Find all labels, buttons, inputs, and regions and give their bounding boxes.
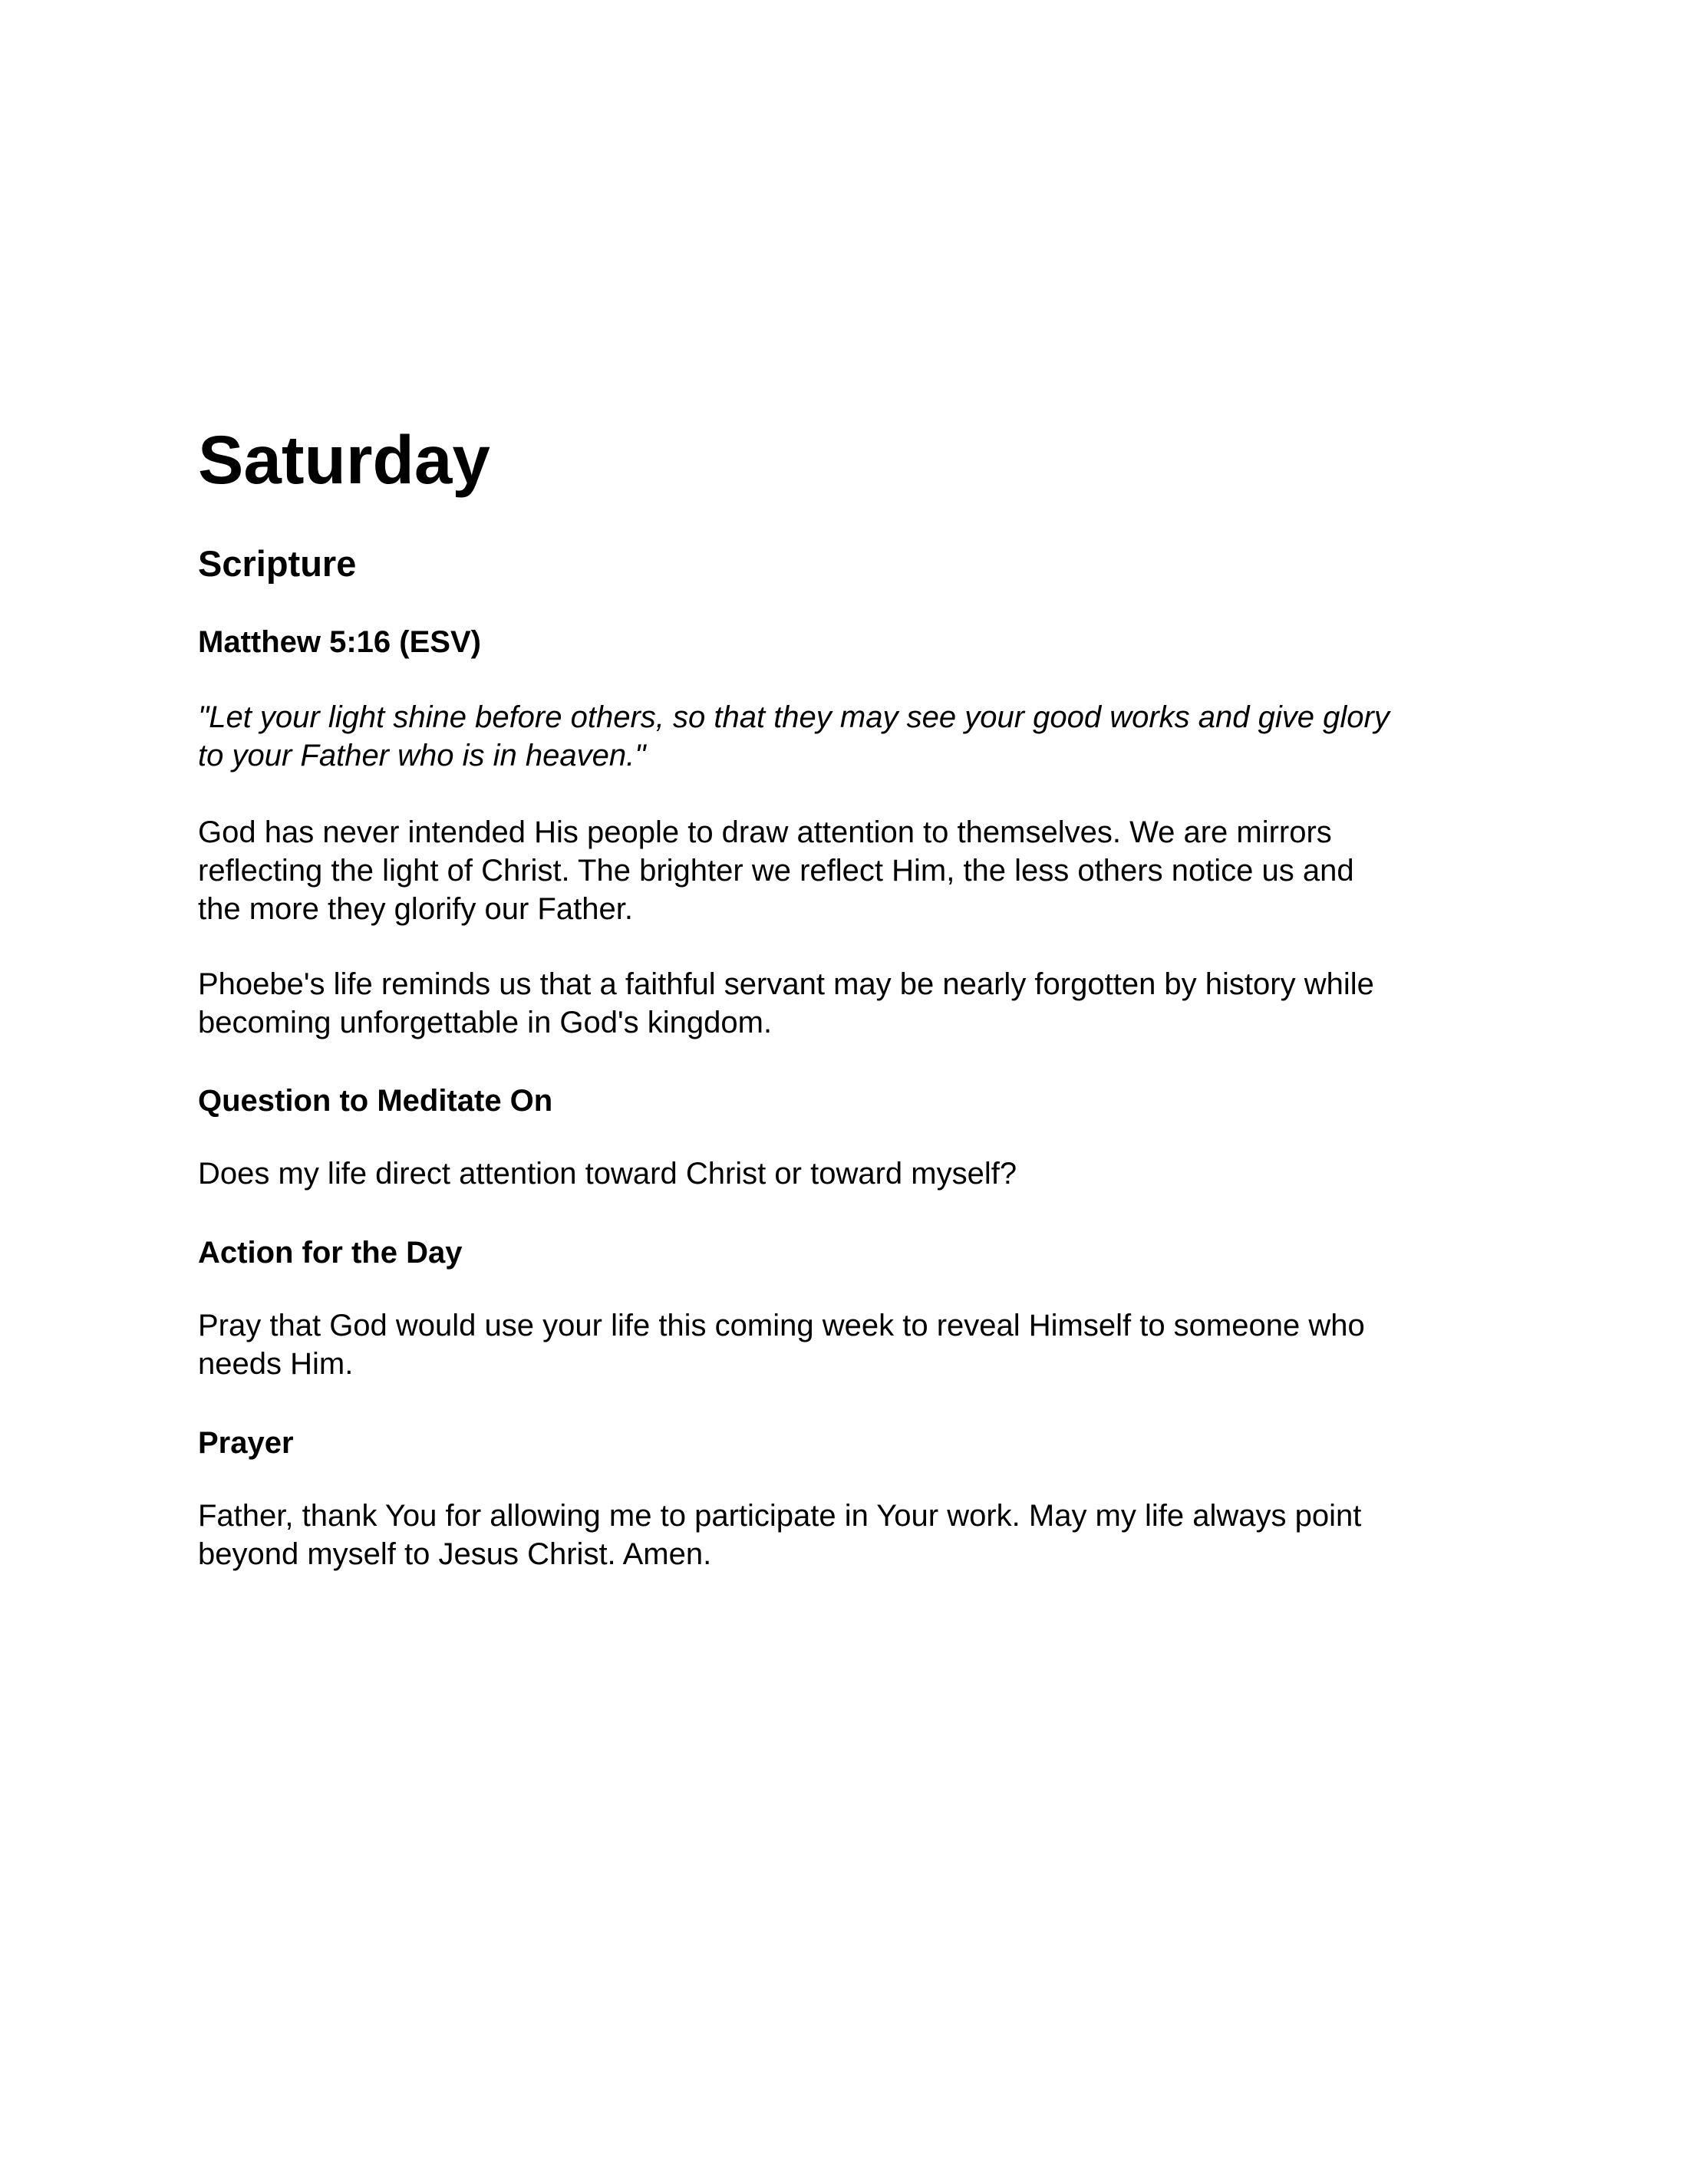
action-paragraph (198, 1306, 1502, 1383)
prayer-line: beyond myself to Jesus Christ. Amen. (198, 1537, 712, 1571)
reflection-line: the more they glorify our Father. (198, 892, 633, 926)
prayer-heading: Prayer (198, 1426, 294, 1460)
page-title: Saturday (198, 421, 490, 498)
action-line: Pray that God would use your life this coming week to reveal Himself to someone who (198, 1309, 1365, 1342)
prayer-paragraph (198, 1497, 1502, 1573)
prayer-line: Father, thank You for allowing me to participate in Your work. May my life always point (198, 1499, 1362, 1533)
question-heading: Question to Meditate On (198, 1084, 553, 1118)
verse-line: "Let your light shine before others, so that they may see your good works and give glory (198, 700, 1390, 734)
reflection-line: becoming unforgettable in God's kingdom. (198, 1006, 773, 1039)
reflection-line: Phoebe's life reminds us that a faithful servant may be nearly forgotten by history while (198, 967, 1374, 1001)
reflection-line: God has never intended His people to draw attention to themselves. We are mirrors (198, 815, 1332, 849)
reflection-paragraph-2 (198, 965, 1502, 1042)
verse-line: to your Father who is in heaven." (198, 739, 646, 772)
verse-paragraph (198, 698, 1502, 775)
question-line: Does my life direct attention toward Christ or toward myself? (198, 1157, 1017, 1191)
reflection-line: reflecting the light of Christ. The brighter we reflect Him, the less others notice us and (198, 854, 1354, 888)
action-line: needs Him. (198, 1347, 354, 1381)
question-paragraph (198, 1155, 1502, 1193)
scripture-reference: Matthew 5:16 (ESV) (198, 625, 481, 659)
action-heading: Action for the Day (198, 1236, 463, 1270)
reflection-paragraph-1 (198, 813, 1502, 928)
scripture-heading: Scripture (198, 543, 357, 584)
